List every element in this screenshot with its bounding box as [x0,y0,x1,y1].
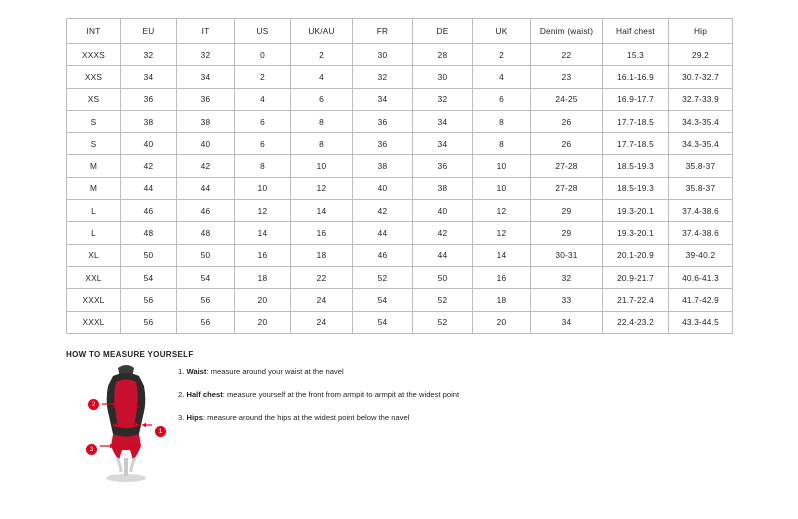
cell-half-chest: 18.5-19.3 [603,155,669,177]
cell-denim-waist: 26 [531,110,603,132]
cell-uk-au: 14 [291,200,353,222]
cell-us: 20 [235,311,291,333]
column-header-denim-waist: Denim (waist) [531,19,603,44]
measure-badge-3: 3 [86,444,97,455]
cell-uk: 12 [473,222,531,244]
cell-fr: 42 [353,200,413,222]
column-header-int: INT [67,19,121,44]
cell-uk-au: 4 [291,66,353,88]
cell-denim-waist: 24-25 [531,88,603,110]
cell-hip: 29.2 [669,44,733,66]
step-number: 3. [178,413,185,423]
measure-step-half-chest [178,390,598,399]
cell-eu: 48 [121,222,177,244]
cell-de: 50 [413,266,473,288]
cell-fr: 30 [353,44,413,66]
cell-half-chest: 21.7-22.4 [603,289,669,311]
mannequin-illustration [80,362,172,484]
table-header-row [67,19,733,44]
cell-uk: 6 [473,88,531,110]
measure-step-hips [178,413,598,422]
table-row [67,44,733,66]
cell-hip: 41.7-42.9 [669,289,733,311]
column-header-us: US [235,19,291,44]
cell-int: S [67,110,121,132]
cell-uk: 12 [473,200,531,222]
cell-eu: 40 [121,133,177,155]
step-text: : measure yourself at the front from armpit to armpit at the widest point [222,390,460,400]
cell-half-chest: 16.1-16.9 [603,66,669,88]
cell-fr: 36 [353,133,413,155]
cell-de: 30 [413,66,473,88]
cell-int: S [67,133,121,155]
cell-denim-waist: 30-31 [531,244,603,266]
cell-half-chest: 19.3-20.1 [603,222,669,244]
cell-de: 28 [413,44,473,66]
cell-eu: 34 [121,66,177,88]
cell-denim-waist: 34 [531,311,603,333]
cell-eu: 42 [121,155,177,177]
cell-half-chest: 19.3-20.1 [603,200,669,222]
cell-fr: 38 [353,155,413,177]
cell-int: M [67,177,121,199]
cell-uk-au: 8 [291,110,353,132]
measure-step-waist [178,367,598,376]
cell-hip: 34.3-35.4 [669,133,733,155]
cell-de: 34 [413,110,473,132]
column-header-half-chest: Half chest [603,19,669,44]
cell-it: 36 [177,88,235,110]
cell-us: 4 [235,88,291,110]
cell-uk: 16 [473,266,531,288]
cell-hip: 37.4-38.6 [669,222,733,244]
cell-int: XS [67,88,121,110]
column-header-it: IT [177,19,235,44]
cell-eu: 38 [121,110,177,132]
cell-uk-au: 24 [291,289,353,311]
cell-de: 40 [413,200,473,222]
cell-uk-au: 16 [291,222,353,244]
cell-denim-waist: 27-28 [531,155,603,177]
table-row [67,200,733,222]
cell-uk: 2 [473,44,531,66]
cell-eu: 50 [121,244,177,266]
cell-it: 38 [177,110,235,132]
column-header-uk: UK [473,19,531,44]
table-row [67,222,733,244]
cell-int: M [67,155,121,177]
cell-uk-au: 22 [291,266,353,288]
cell-us: 6 [235,133,291,155]
table-row [67,311,733,333]
cell-uk-au: 2 [291,44,353,66]
step-text: : measure around your waist at the navel [206,367,344,376]
cell-de: 36 [413,155,473,177]
cell-int: L [67,200,121,222]
cell-eu: 54 [121,266,177,288]
cell-fr: 34 [353,88,413,110]
size-chart-table [66,18,733,334]
table-row [67,155,733,177]
cell-it: 56 [177,289,235,311]
cell-denim-waist: 22 [531,44,603,66]
cell-half-chest: 17.7-18.5 [603,110,669,132]
cell-eu: 36 [121,88,177,110]
cell-us: 14 [235,222,291,244]
cell-us: 10 [235,177,291,199]
cell-eu: 44 [121,177,177,199]
cell-denim-waist: 29 [531,200,603,222]
cell-it: 56 [177,311,235,333]
measure-steps-list [178,367,598,436]
cell-uk-au: 6 [291,88,353,110]
how-to-measure-title: HOW TO MEASURE YOURSELF [66,350,194,359]
cell-us: 12 [235,200,291,222]
cell-fr: 54 [353,311,413,333]
cell-half-chest: 16.9-17.7 [603,88,669,110]
cell-us: 0 [235,44,291,66]
cell-uk: 18 [473,289,531,311]
cell-uk: 8 [473,133,531,155]
cell-half-chest: 20.9-21.7 [603,266,669,288]
cell-us: 18 [235,266,291,288]
cell-us: 20 [235,289,291,311]
measure-badge-1: 1 [155,426,166,437]
cell-uk: 14 [473,244,531,266]
cell-hip: 43.3-44.5 [669,311,733,333]
cell-uk-au: 24 [291,311,353,333]
cell-hip: 30.7-32.7 [669,66,733,88]
cell-uk-au: 8 [291,133,353,155]
cell-us: 6 [235,110,291,132]
cell-uk: 4 [473,66,531,88]
step-term: Waist [186,367,207,376]
cell-it: 48 [177,222,235,244]
cell-it: 46 [177,200,235,222]
cell-de: 34 [413,133,473,155]
cell-hip: 35.8-37 [669,155,733,177]
cell-us: 8 [235,155,291,177]
cell-de: 52 [413,311,473,333]
column-header-fr: FR [353,19,413,44]
cell-eu: 46 [121,200,177,222]
step-text: : measure around the hips at the widest point below the navel [202,413,410,423]
cell-uk: 8 [473,110,531,132]
cell-int: XXXL [67,289,121,311]
cell-int: L [67,222,121,244]
table-row [67,66,733,88]
cell-hip: 35.8-37 [669,177,733,199]
table-row [67,244,733,266]
cell-it: 42 [177,155,235,177]
cell-de: 38 [413,177,473,199]
cell-fr: 54 [353,289,413,311]
cell-fr: 32 [353,66,413,88]
cell-fr: 44 [353,222,413,244]
cell-uk-au: 10 [291,155,353,177]
cell-uk: 10 [473,177,531,199]
cell-hip: 39-40.2 [669,244,733,266]
cell-denim-waist: 27-28 [531,177,603,199]
cell-fr: 36 [353,110,413,132]
cell-de: 44 [413,244,473,266]
cell-fr: 46 [353,244,413,266]
cell-int: XXL [67,266,121,288]
cell-eu: 56 [121,311,177,333]
cell-half-chest: 20.1-20.9 [603,244,669,266]
cell-half-chest: 15.3 [603,44,669,66]
cell-half-chest: 17.7-18.5 [603,133,669,155]
column-header-hip: Hip [669,19,733,44]
measure-badge-2: 2 [88,399,99,410]
cell-int: XXS [67,66,121,88]
table-header [67,19,733,44]
cell-denim-waist: 26 [531,133,603,155]
cell-uk: 20 [473,311,531,333]
cell-de: 52 [413,289,473,311]
table-row [67,177,733,199]
cell-denim-waist: 33 [531,289,603,311]
column-header-eu: EU [121,19,177,44]
table-row [67,88,733,110]
cell-int: XL [67,244,121,266]
cell-it: 34 [177,66,235,88]
cell-int: XXXL [67,311,121,333]
cell-it: 50 [177,244,235,266]
cell-it: 54 [177,266,235,288]
table-row [67,289,733,311]
cell-int: XXXS [67,44,121,66]
cell-it: 44 [177,177,235,199]
cell-us: 16 [235,244,291,266]
cell-denim-waist: 32 [531,266,603,288]
cell-it: 32 [177,44,235,66]
cell-denim-waist: 23 [531,66,603,88]
cell-uk: 10 [473,155,531,177]
cell-uk-au: 12 [291,177,353,199]
cell-eu: 32 [121,44,177,66]
cell-half-chest: 18.5-19.3 [603,177,669,199]
cell-eu: 56 [121,289,177,311]
step-term: Hips [186,413,203,423]
cell-us: 2 [235,66,291,88]
cell-hip: 34.3-35.4 [669,110,733,132]
column-header-uk-au: UK/AU [291,19,353,44]
cell-hip: 37.4-38.6 [669,200,733,222]
step-number: 2. [178,390,185,400]
table-row [67,266,733,288]
cell-fr: 52 [353,266,413,288]
cell-hip: 40.6-41.3 [669,266,733,288]
cell-de: 32 [413,88,473,110]
table-row [67,133,733,155]
cell-denim-waist: 29 [531,222,603,244]
size-chart-table-container [66,18,732,334]
table-row [67,110,733,132]
cell-hip: 32.7-33.9 [669,88,733,110]
cell-it: 40 [177,133,235,155]
cell-fr: 40 [353,177,413,199]
cell-uk-au: 18 [291,244,353,266]
column-header-de: DE [413,19,473,44]
step-number: 1. [178,367,185,376]
step-term: Half chest [186,390,223,400]
cell-de: 42 [413,222,473,244]
cell-half-chest: 22.4-23.2 [603,311,669,333]
table-body [67,44,733,334]
